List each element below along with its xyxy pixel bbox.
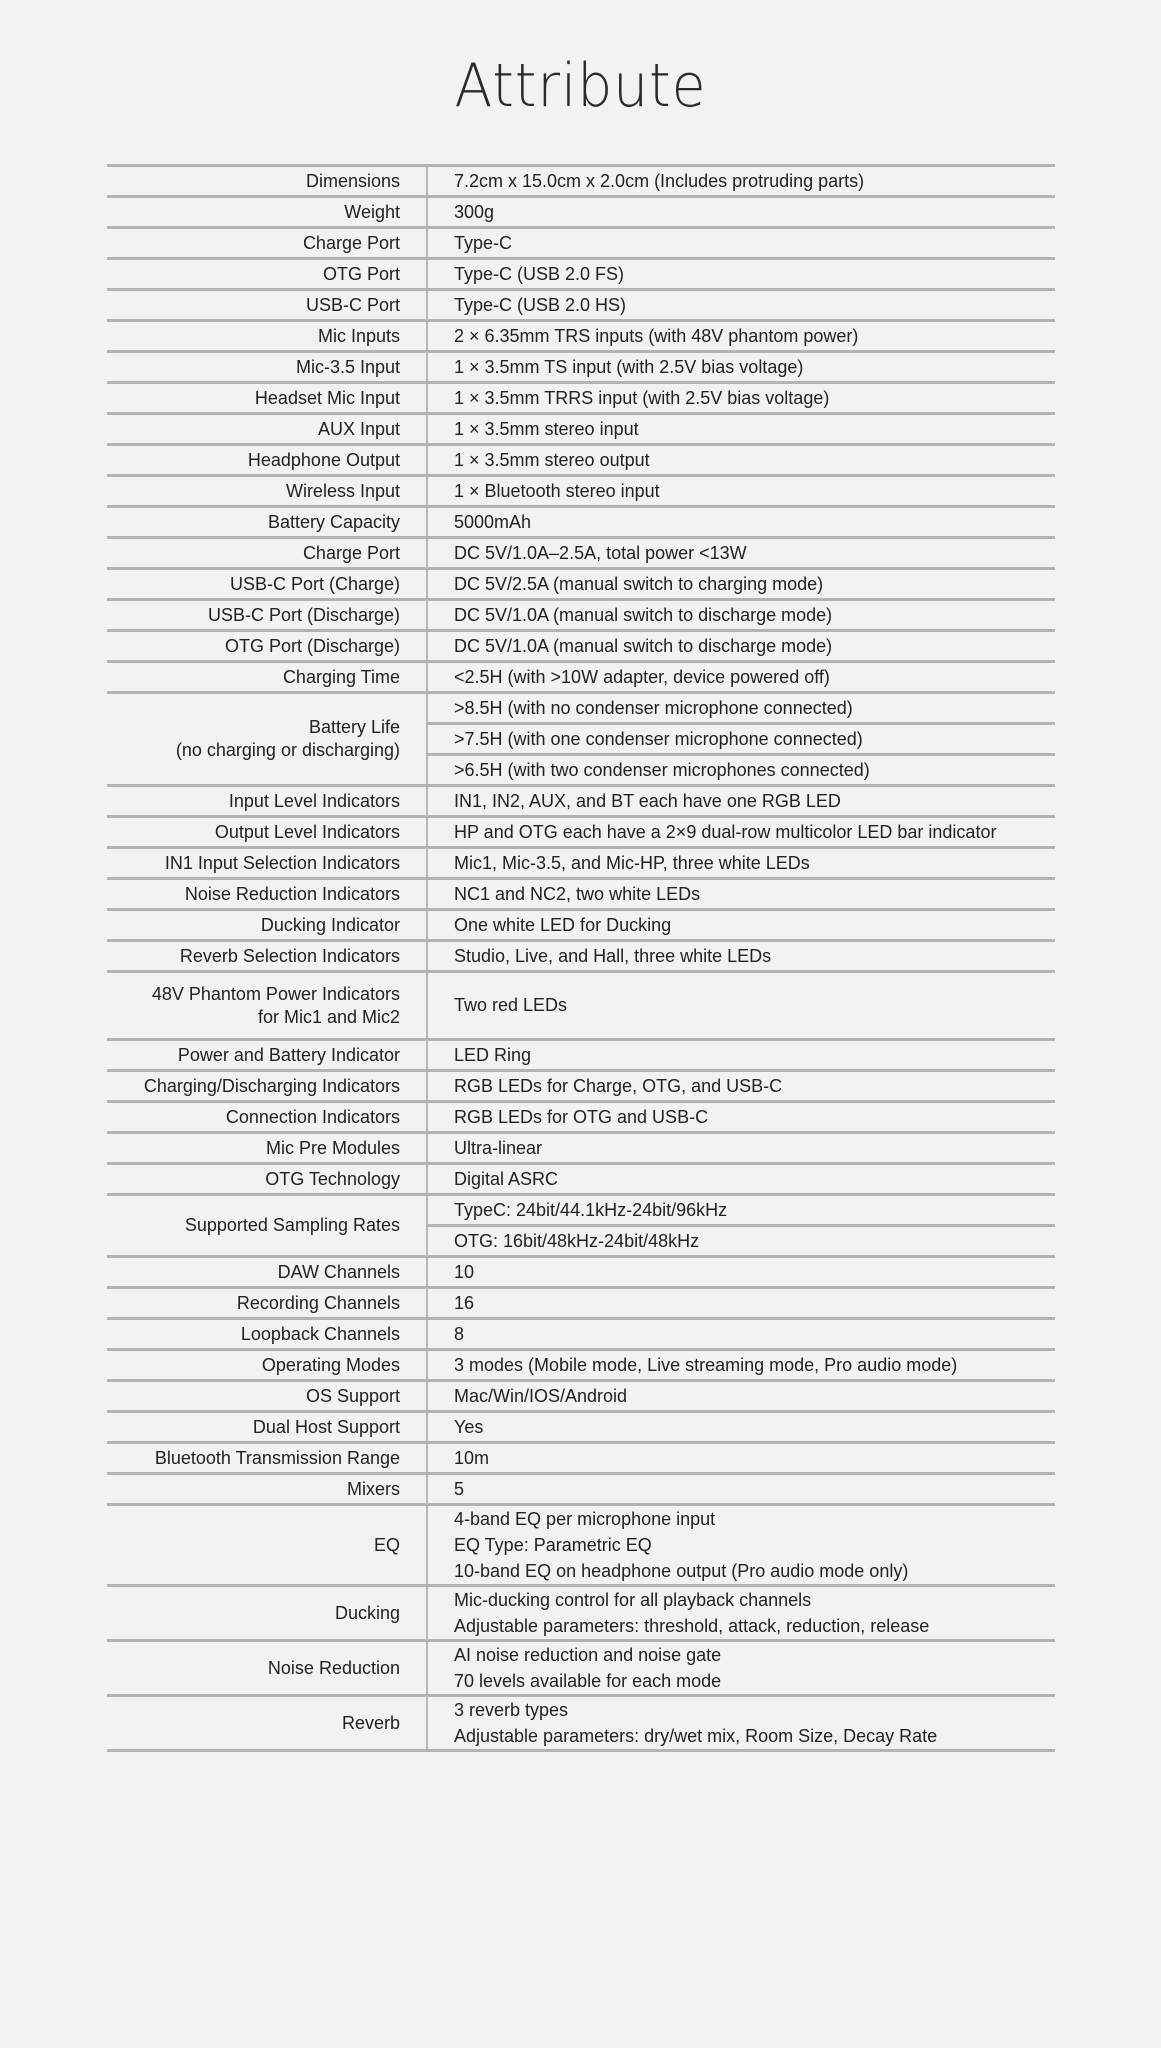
spec-value [427, 1040, 1055, 1071]
spec-label-text: Headphone Output [247, 449, 400, 470]
spec-label-text: OTG Technology [265, 1168, 400, 1189]
spec-label [107, 1071, 427, 1102]
spec-value [427, 1288, 1055, 1319]
spec-value [427, 383, 1055, 414]
spec-value [427, 848, 1055, 879]
spec-label [107, 1443, 427, 1474]
spec-value [427, 1505, 1055, 1586]
spec-label-text: Charging Time [282, 666, 400, 687]
spec-label [107, 259, 427, 290]
spec-label-text: Reverb Selection Indicators [179, 945, 400, 966]
spec-row-charge-port [107, 538, 1055, 569]
spec-value-text: RGB LEDs for OTG and USB-C [454, 1106, 709, 1127]
spec-value-text: 2 × 6.35mm TRS inputs (with 48V phantom power) [454, 325, 859, 346]
spec-row-os-support [107, 1381, 1055, 1412]
spec-value [427, 321, 1055, 352]
spec-label [107, 972, 427, 1040]
spec-value-text: <2.5H (with >10W adapter, device powered off) [454, 666, 830, 687]
spec-value-text: Mac/Win/IOS/Android [454, 1385, 628, 1406]
page-title: Attribute [454, 51, 707, 121]
spec-row-power-and-battery-indicator [107, 1040, 1055, 1071]
spec-label [107, 476, 427, 507]
spec-value-text: 1 × 3.5mm TRRS input (with 2.5V bias voltage) [454, 387, 830, 408]
spec-value-text: Type-C (USB 2.0 HS) [454, 294, 627, 315]
spec-label-text: EQ [373, 1534, 400, 1555]
spec-row-weight [107, 197, 1055, 228]
spec-row-otg-technology [107, 1164, 1055, 1195]
spec-value-text: 10 [454, 1261, 475, 1282]
spec-value-text: DC 5V/1.0A–2.5A, total power <13W [454, 542, 747, 563]
spec-value-text: NC1 and NC2, two white LEDs [454, 883, 701, 904]
spec-label [107, 1586, 427, 1641]
spec-value-line: Mic-ducking control for all playback channels [454, 1590, 812, 1610]
spec-value-text: 7.2cm x 15.0cm x 2.0cm (Includes protruding parts) [454, 170, 865, 191]
spec-row-dual-host-support [107, 1412, 1055, 1443]
spec-value [427, 1164, 1055, 1195]
spec-value-text: 1 × Bluetooth stereo input [454, 480, 660, 501]
spec-row-daw-channels [107, 1257, 1055, 1288]
spec-label [107, 662, 427, 693]
spec-value [427, 1071, 1055, 1102]
spec-label [107, 1381, 427, 1412]
spec-value [427, 910, 1055, 941]
spec-value-text: >6.5H (with two condenser microphones connected) [454, 759, 870, 780]
spec-label [107, 941, 427, 972]
spec-label [107, 197, 427, 228]
spec-row-charging-discharging-indicators [107, 1071, 1055, 1102]
spec-value [427, 1226, 1055, 1257]
spec-label-text: Ducking [334, 1602, 400, 1623]
spec-label [107, 445, 427, 476]
spec-label [107, 1319, 427, 1350]
spec-row-output-level-indicators [107, 817, 1055, 848]
spec-row-eq [107, 1505, 1055, 1586]
spec-value-text: 10m [454, 1447, 490, 1468]
spec-label [107, 414, 427, 445]
spec-label-text: Battery Life [308, 717, 400, 737]
spec-value [427, 1257, 1055, 1288]
spec-value [427, 817, 1055, 848]
spec-value [427, 755, 1055, 786]
spec-value [427, 693, 1055, 724]
spec-label-text: OS Support [305, 1385, 400, 1406]
spec-row-dimensions [107, 166, 1055, 197]
spec-value-text: Ultra-linear [454, 1137, 543, 1158]
spec-label [107, 631, 427, 662]
spec-value-text: Digital ASRC [454, 1168, 559, 1189]
spec-value [427, 662, 1055, 693]
spec-value-text: IN1, IN2, AUX, and BT each have one RGB LED [454, 790, 841, 811]
spec-value-text: OTG: 16bit/48kHz-24bit/48kHz [454, 1230, 700, 1251]
spec-label [107, 1133, 427, 1164]
spec-label [107, 1641, 427, 1696]
spec-table-body [107, 166, 1055, 1751]
spec-value [427, 600, 1055, 631]
spec-value-text: Yes [454, 1416, 484, 1437]
spec-label-text: Noise Reduction Indicators [184, 883, 400, 904]
spec-label-text: Mic Inputs [317, 325, 400, 346]
spec-value [427, 507, 1055, 538]
spec-value [427, 259, 1055, 290]
spec-value-text: RGB LEDs for Charge, OTG, and USB-C [454, 1075, 783, 1096]
spec-label-text: USB-C Port [305, 294, 400, 315]
spec-row-ducking-indicator [107, 910, 1055, 941]
spec-value [427, 1102, 1055, 1133]
spec-value [427, 1319, 1055, 1350]
spec-label-text: Mixers [347, 1478, 400, 1499]
spec-label-text: Mic Pre Modules [265, 1137, 400, 1158]
spec-value [427, 538, 1055, 569]
spec-value-line: Adjustable parameters: threshold, attack, reduction, release [454, 1616, 930, 1636]
spec-value [427, 1696, 1055, 1751]
spec-value [427, 228, 1055, 259]
spec-value [427, 1412, 1055, 1443]
spec-label [107, 166, 427, 197]
spec-value-text: Two red LEDs [454, 995, 568, 1015]
spec-row-mic-pre-modules [107, 1133, 1055, 1164]
spec-label [107, 693, 427, 786]
spec-value-text: LED Ring [454, 1044, 532, 1065]
spec-row-loopback-channels [107, 1319, 1055, 1350]
spec-value-text: Type-C (USB 2.0 FS) [454, 263, 625, 284]
spec-row-usb-c-port-discharge [107, 600, 1055, 631]
spec-value-text: DC 5V/2.5A (manual switch to charging mode) [454, 573, 824, 594]
spec-row-reverb-selection-indicators [107, 941, 1055, 972]
spec-label-text: Dual Host Support [252, 1416, 400, 1437]
spec-value-text: 8 [454, 1323, 465, 1344]
spec-row-usb-c-port [107, 290, 1055, 321]
spec-row-charge-port [107, 228, 1055, 259]
spec-value-text: DC 5V/1.0A (manual switch to discharge mode) [454, 604, 833, 625]
spec-value [427, 166, 1055, 197]
spec-label-text: Bluetooth Transmission Range [154, 1447, 400, 1468]
spec-label-text: Loopback Channels [240, 1323, 400, 1344]
spec-label [107, 817, 427, 848]
spec-label-text: Ducking Indicator [260, 914, 400, 935]
spec-value [427, 1133, 1055, 1164]
spec-value [427, 1474, 1055, 1505]
spec-label-text: Battery Capacity [267, 511, 400, 532]
spec-label [107, 383, 427, 414]
spec-label-text: IN1 Input Selection Indicators [164, 852, 400, 873]
spec-row-mic-inputs [107, 321, 1055, 352]
spec-value-line: 10-band EQ on headphone output (Pro audio mode only) [454, 1561, 909, 1581]
spec-row-recording-channels [107, 1288, 1055, 1319]
spec-label-text: Weight [344, 201, 400, 222]
spec-row-mixers [107, 1474, 1055, 1505]
spec-label-text: Headset Mic Input [254, 387, 400, 408]
spec-label [107, 1696, 427, 1751]
spec-row-in1-input-selection-indicators [107, 848, 1055, 879]
spec-value-text: Type-C [454, 232, 513, 253]
spec-row-noise-reduction-indicators [107, 879, 1055, 910]
spec-value-text: 5000mAh [454, 511, 532, 532]
spec-label-text: Reverb [341, 1712, 400, 1733]
spec-value [427, 1586, 1055, 1641]
spec-value-text: 1 × 3.5mm TS input (with 2.5V bias voltage) [454, 356, 804, 377]
spec-label-text: Operating Modes [261, 1354, 400, 1375]
spec-row-bluetooth-transmission-range [107, 1443, 1055, 1474]
spec-label [107, 1412, 427, 1443]
spec-label-text: 48V Phantom Power Indicators [151, 983, 400, 1004]
spec-value-line: 4-band EQ per microphone input [454, 1509, 716, 1529]
spec-row-usb-c-port-charge [107, 569, 1055, 600]
spec-label-text: Wireless Input [285, 480, 400, 501]
spec-label [107, 228, 427, 259]
spec-row-charging-time [107, 662, 1055, 693]
spec-label [107, 1257, 427, 1288]
spec-value-line: AI noise reduction and noise gate [454, 1645, 722, 1665]
spec-value [427, 879, 1055, 910]
spec-value-line: EQ Type: Parametric EQ [454, 1535, 652, 1555]
spec-value-text: 16 [454, 1292, 475, 1313]
spec-row-battery-life [107, 693, 1055, 724]
spec-label-text: Recording Channels [236, 1292, 400, 1313]
spec-value [427, 786, 1055, 817]
spec-label [107, 538, 427, 569]
spec-label-text: USB-C Port (Charge) [229, 573, 400, 594]
spec-value [427, 1195, 1055, 1226]
spec-label [107, 352, 427, 383]
spec-value [427, 1350, 1055, 1381]
spec-row-noise-reduction [107, 1641, 1055, 1696]
spec-value-text: 300g [454, 201, 495, 222]
spec-value-text: 5 [454, 1478, 465, 1499]
spec-value-text: DC 5V/1.0A (manual switch to discharge mode) [454, 635, 833, 656]
spec-label-text: Dimensions [305, 170, 400, 191]
spec-value-text: One white LED for Ducking [454, 914, 672, 935]
spec-label [107, 569, 427, 600]
spec-value-text: HP and OTG each have a 2×9 dual-row multicolor LED bar indicator [454, 821, 997, 842]
spec-row-mic-3-5-input [107, 352, 1055, 383]
spec-label [107, 321, 427, 352]
spec-row-otg-port-discharge [107, 631, 1055, 662]
spec-label [107, 1505, 427, 1586]
spec-row-ducking [107, 1586, 1055, 1641]
spec-sublabel-text: for Mic1 and Mic2 [257, 1006, 400, 1027]
spec-row-aux-input [107, 414, 1055, 445]
spec-label-text: Noise Reduction [267, 1657, 400, 1678]
spec-value [427, 1381, 1055, 1412]
spec-value-text: Studio, Live, and Hall, three white LEDs [454, 945, 772, 966]
spec-row-operating-modes [107, 1350, 1055, 1381]
spec-value [427, 569, 1055, 600]
spec-row-input-level-indicators [107, 786, 1055, 817]
spec-value [427, 414, 1055, 445]
spec-label [107, 600, 427, 631]
spec-value-line: 3 reverb types [454, 1700, 569, 1720]
spec-label [107, 848, 427, 879]
spec-label-text: AUX Input [317, 418, 400, 439]
spec-label-text: OTG Port (Discharge) [224, 635, 400, 656]
spec-value-text: 1 × 3.5mm stereo output [454, 449, 650, 470]
spec-label [107, 1474, 427, 1505]
spec-row-wireless-input [107, 476, 1055, 507]
spec-value [427, 445, 1055, 476]
spec-value [427, 941, 1055, 972]
spec-row-connection-indicators [107, 1102, 1055, 1133]
spec-label [107, 1195, 427, 1257]
spec-label [107, 1288, 427, 1319]
spec-value-text: 1 × 3.5mm stereo input [454, 418, 639, 439]
spec-value [427, 290, 1055, 321]
spec-label-text: USB-C Port (Discharge) [207, 604, 400, 625]
spec-label-text: Mic-3.5 Input [295, 356, 400, 377]
spec-row-otg-port [107, 259, 1055, 290]
spec-value-text: >7.5H (with one condenser microphone connected) [454, 728, 863, 749]
spec-label [107, 1350, 427, 1381]
spec-label-text: Charging/Discharging Indicators [143, 1075, 400, 1096]
spec-label-text: Power and Battery Indicator [177, 1044, 400, 1065]
spec-label [107, 786, 427, 817]
spec-value-text: TypeC: 24bit/44.1kHz-24bit/96kHz [454, 1199, 728, 1220]
spec-row-48v-phantom-power-indicators [107, 972, 1055, 1040]
spec-row-reverb [107, 1696, 1055, 1751]
spec-label [107, 1040, 427, 1071]
spec-sublabel-text: (no charging or discharging) [175, 740, 400, 760]
spec-row-headphone-output [107, 445, 1055, 476]
spec-value [427, 631, 1055, 662]
spec-label-text: Output Level Indicators [214, 821, 400, 842]
spec-row-headset-mic-input [107, 383, 1055, 414]
spec-label-text: DAW Channels [277, 1261, 400, 1282]
spec-label-text: Input Level Indicators [228, 790, 400, 811]
spec-label [107, 910, 427, 941]
spec-table [107, 164, 1055, 1752]
spec-label-text: Connection Indicators [225, 1106, 400, 1127]
spec-label [107, 507, 427, 538]
spec-label-text: Supported Sampling Rates [184, 1215, 400, 1235]
spec-row-supported-sampling-rates [107, 1195, 1055, 1226]
spec-label-text: OTG Port [322, 263, 400, 284]
spec-value-text: 3 modes (Mobile mode, Live streaming mode, Pro audio mode) [454, 1354, 958, 1375]
spec-row-battery-capacity [107, 507, 1055, 538]
spec-value [427, 972, 1055, 1040]
spec-value [427, 724, 1055, 755]
spec-label [107, 1102, 427, 1133]
spec-value [427, 1641, 1055, 1696]
spec-value [427, 352, 1055, 383]
spec-label [107, 290, 427, 321]
spec-label-text: Charge Port [302, 232, 400, 253]
spec-value-line: Adjustable parameters: dry/wet mix, Room Size, Decay Rate [454, 1726, 938, 1746]
spec-value-line: 70 levels available for each mode [454, 1671, 722, 1691]
spec-label [107, 1164, 427, 1195]
spec-label [107, 879, 427, 910]
spec-value-text: Mic1, Mic-3.5, and Mic-HP, three white LEDs [454, 852, 810, 873]
spec-value [427, 476, 1055, 507]
spec-label-text: Charge Port [302, 542, 400, 563]
spec-value-text: >8.5H (with no condenser microphone connected) [454, 697, 853, 718]
spec-value [427, 1443, 1055, 1474]
spec-value [427, 197, 1055, 228]
